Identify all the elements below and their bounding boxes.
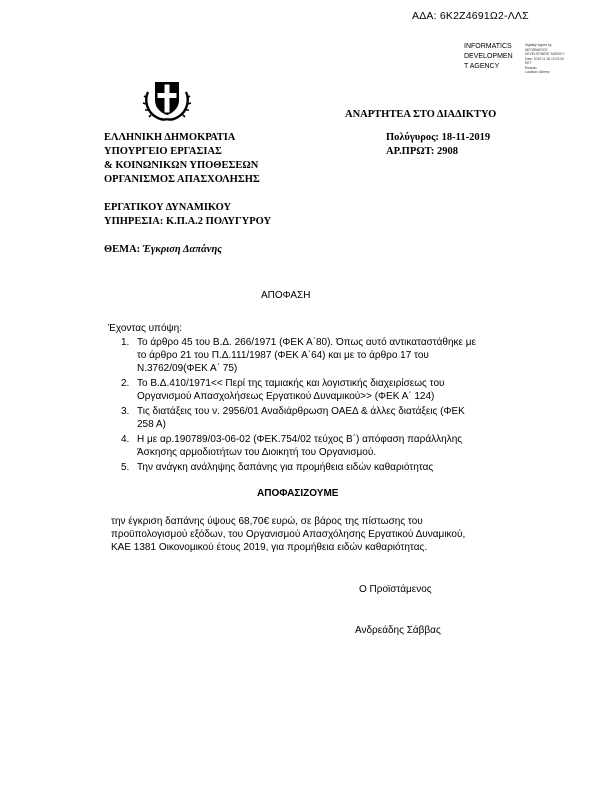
considering-label: Έχοντας υπόψη:: [108, 323, 182, 334]
subject-label: ΘΕΜΑ:: [104, 244, 141, 255]
list-item: 1. Το άρθρο 45 του Β.Δ. 266/1971 (ΦΕΚ Α΄80). Όπως αυτό αντικαταστάθηκε με το άρθρο 21 του Π.Δ.111/1987 (ΦΕΚ Α΄64) και με το άρθρο 17 του Ν.3762/09(ΦΕΚ Α΄ 75): [121, 337, 476, 374]
ada-code: ΑΔΑ: 6Κ2Ζ4691Ω2-ΛΛΣ: [412, 10, 529, 22]
publish-notice: ΑΝΑΡΤΗΤΕΑ ΣΤΟ ΔΙΑΔΙΚΤΥΟ: [345, 109, 497, 120]
department-block: ΕΡΓΑΤΙΚΟΥ ΔΥΝΑΜΙΚΟΥ ΥΠΗΡΕΣΙΑ: Κ.Π.Α.2 ΠΟΛΥΓΥΡΟΥ: [104, 202, 272, 227]
decision-title: ΑΠΟΦΑΣΙΖΟΥΜΕ: [257, 488, 339, 499]
document-title: ΑΠΟΦΑΣΗ: [261, 290, 311, 301]
date-protocol-block: [386, 131, 490, 159]
protocol-number: ΑΡ.ΠΡΩΤ: 2908: [386, 146, 459, 157]
issuer-block: ΕΛΛΗΝΙΚΗ ΔΗΜΟΚΡΑΤΙΑ ΥΠΟΥΡΓΕΙΟ ΕΡΓΑΣΙΑΣ & ΚΟΙΝΩΝΙΚΩΝ ΥΠΟΘΕΣΕΩΝ ΟΡΓΑΝΙΣΜΟΣ ΑΠΑΣΧΟΛΗΣΗΣ: [104, 132, 260, 185]
greek-emblem-icon: [142, 72, 192, 122]
decision-text: την έγκριση δαπάνης ύψους 68,70€ ευρώ, σε βάρος της πίστωσης του προϋπολογισμού εξόδων, του Οργανισμού Απασχόλησης Εργατικού Δυναμικού, ΚΑΕ 1381 Οικονομικού έτους 2019, για προμήθεια ειδών καθαριότητας.: [111, 516, 466, 553]
signature-agency-label: INFORMATICS DEVELOPMEN T AGENCY: [464, 43, 513, 70]
subject-line: [104, 243, 222, 257]
signer-title: Ο Προϊστάμενος: [359, 584, 432, 595]
list-item: 3. Τις διατάξεις του ν. 2956/01 Αναδιάρθρωση ΟΑΕΔ & άλλες διατάξεις (ΦΕΚ 258 Α): [121, 406, 465, 430]
digital-signature-details: Digitally signed by INFORMATICS DEVELOPMENT AGENCY Date: 2019.11.18 13:23:20 EET Reason: Location: Athens: [525, 43, 565, 74]
considerations-list: [121, 336, 517, 474]
list-item: 4. Η με αρ.190789/03-06-02 (ΦΕΚ.754/02 τεύχος Β΄) απόφαση παράλληλης Άσκησης αρμοδιοτήτων του Διοικητή του Οργανισμού.: [121, 434, 463, 458]
subject-text: Έγκριση Δαπάνης: [142, 244, 222, 255]
signer-name: Ανδρεάδης Σάββας: [355, 625, 441, 636]
list-item: 2. Το Β.Δ.410/1971<< Περί της ταμιακής και λογιστικής διαχειρίσεως του Οργανισμού Απασχολήσεως Εργατικού Δυναμικού>> (ΦΕΚ Α΄ 124): [121, 378, 445, 402]
place-date: Πολύγυρος: 18-11-2019: [386, 132, 491, 143]
list-item: 5. Την ανάγκη ανάληψης δαπάνης για προμήθεια ειδών καθαριότητας: [121, 462, 434, 473]
